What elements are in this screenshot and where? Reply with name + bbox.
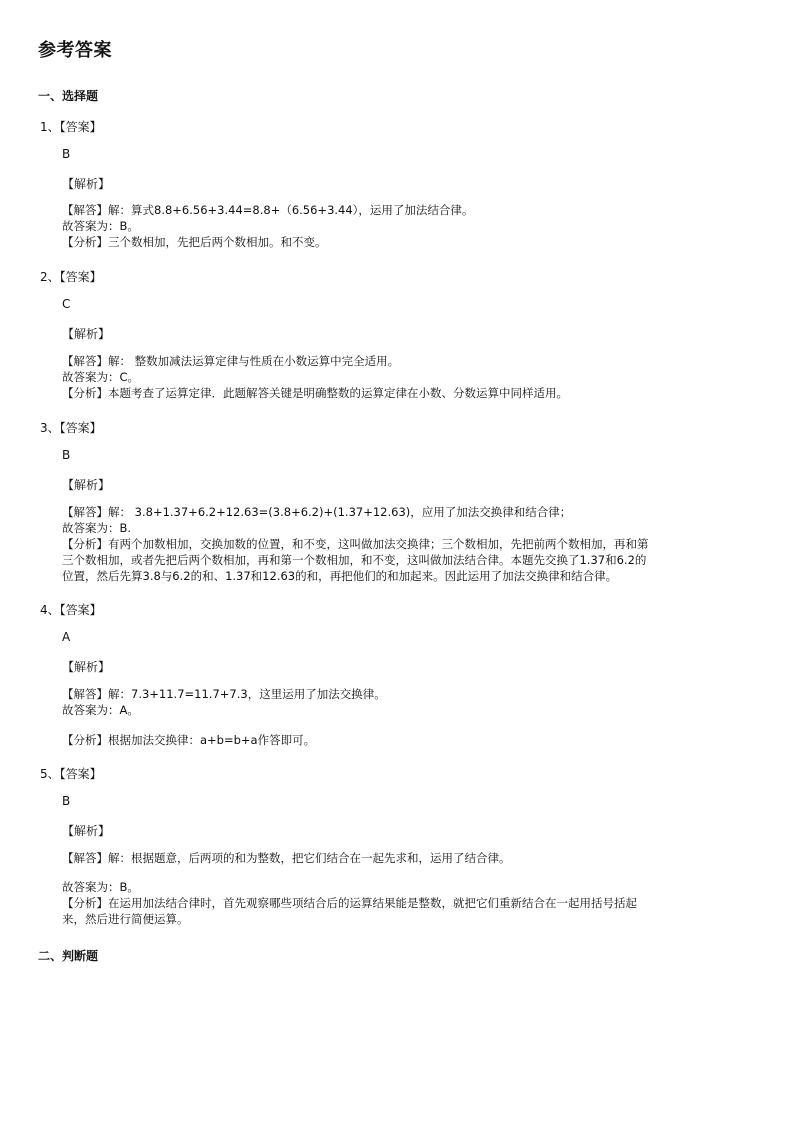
question-4-line: 【分析】根据加法交换律：a+b=b+a作答即可。 xyxy=(62,733,316,747)
question-2-heading: 2、【答案】 xyxy=(40,270,102,284)
question-5-line: 来，然后进行简便运算。 xyxy=(62,912,189,926)
question-5-line: 【分析】在运用加法结合律时，首先观察哪些项结合后的运算结果能是整数，就把它们重新结合在一起用括号括起 xyxy=(62,896,637,910)
question-3-answer: B xyxy=(62,448,71,462)
question-3-line: 三个数相加，或者先把后两个数相加，再和第一个数相加，和不变，这叫做加法结合律。本题先交换了1.37和6.2的 xyxy=(62,553,647,567)
question-3-analysis-label: 【解析】 xyxy=(62,478,111,492)
question-2-line: 故答案为：C。 xyxy=(62,370,140,384)
question-1-line: 【解答】解：算式8.8+6.56+3.44=8.8+（6.56+3.44），运用了加法结合律。 xyxy=(62,203,474,217)
question-1-line: 【分析】三个数相加，先把后两个数相加。和不变。 xyxy=(62,235,327,249)
question-1-heading: 1、【答案】 xyxy=(40,120,102,134)
question-3-line: 故答案为：B. xyxy=(62,521,132,535)
question-4-answer: A xyxy=(62,630,71,644)
question-2-answer: C xyxy=(62,297,71,311)
question-4-line: 故答案为：A。 xyxy=(62,703,139,717)
question-3-line: 【分析】有两个加数相加，交换加数的位置，和不变，这叫做加法交换律；三个数相加，先把前两个数相加，再和第 xyxy=(62,537,649,551)
question-3-line: 【解答】解： 3.8+1.37+6.2+12.63=(3.8+6.2)+(1.37+12.63)，应用了加法交换律和结合律； xyxy=(62,505,572,519)
question-1-line: 故答案为：B。 xyxy=(62,219,139,233)
question-3-line: 位置，然后先算3.8与6.2的和、1.37和12.63的和，再把他们的和加起来。因此运用了加法交换律和结合律。 xyxy=(62,569,618,583)
question-5-line: 【解答】解：根据题意，后两项的和为整数，把它们结合在一起先求和，运用了结合律。 xyxy=(62,851,511,865)
question-5-answer: B xyxy=(62,794,71,808)
question-5-analysis-label: 【解析】 xyxy=(62,824,111,838)
question-1-answer: B xyxy=(62,147,71,161)
question-3-heading: 3、【答案】 xyxy=(40,421,102,435)
question-4-line: 【解答】解：7.3+11.7=11.7+7.3，这里运用了加法交换律。 xyxy=(62,687,386,701)
question-5-heading: 5、【答案】 xyxy=(40,767,102,781)
question-4-heading: 4、【答案】 xyxy=(40,603,102,617)
question-2-line: 【分析】本题考查了运算定律．此题解答关键是明确整数的运算定律在小数、分数运算中同样适用。 xyxy=(62,386,568,400)
question-1-analysis-label: 【解析】 xyxy=(62,177,111,191)
question-5-line: 故答案为：B。 xyxy=(62,880,139,894)
question-2-line: 【解答】解： 整数加减法运算定律与性质在小数运算中完全适用。 xyxy=(62,354,400,368)
question-4-analysis-label: 【解析】 xyxy=(62,660,111,674)
section-heading-judgment: 二、判断题 xyxy=(38,949,99,963)
page-title: 参考答案 xyxy=(38,40,112,61)
question-2-analysis-label: 【解析】 xyxy=(62,327,111,341)
section-heading-choice: 一、选择题 xyxy=(38,89,99,103)
